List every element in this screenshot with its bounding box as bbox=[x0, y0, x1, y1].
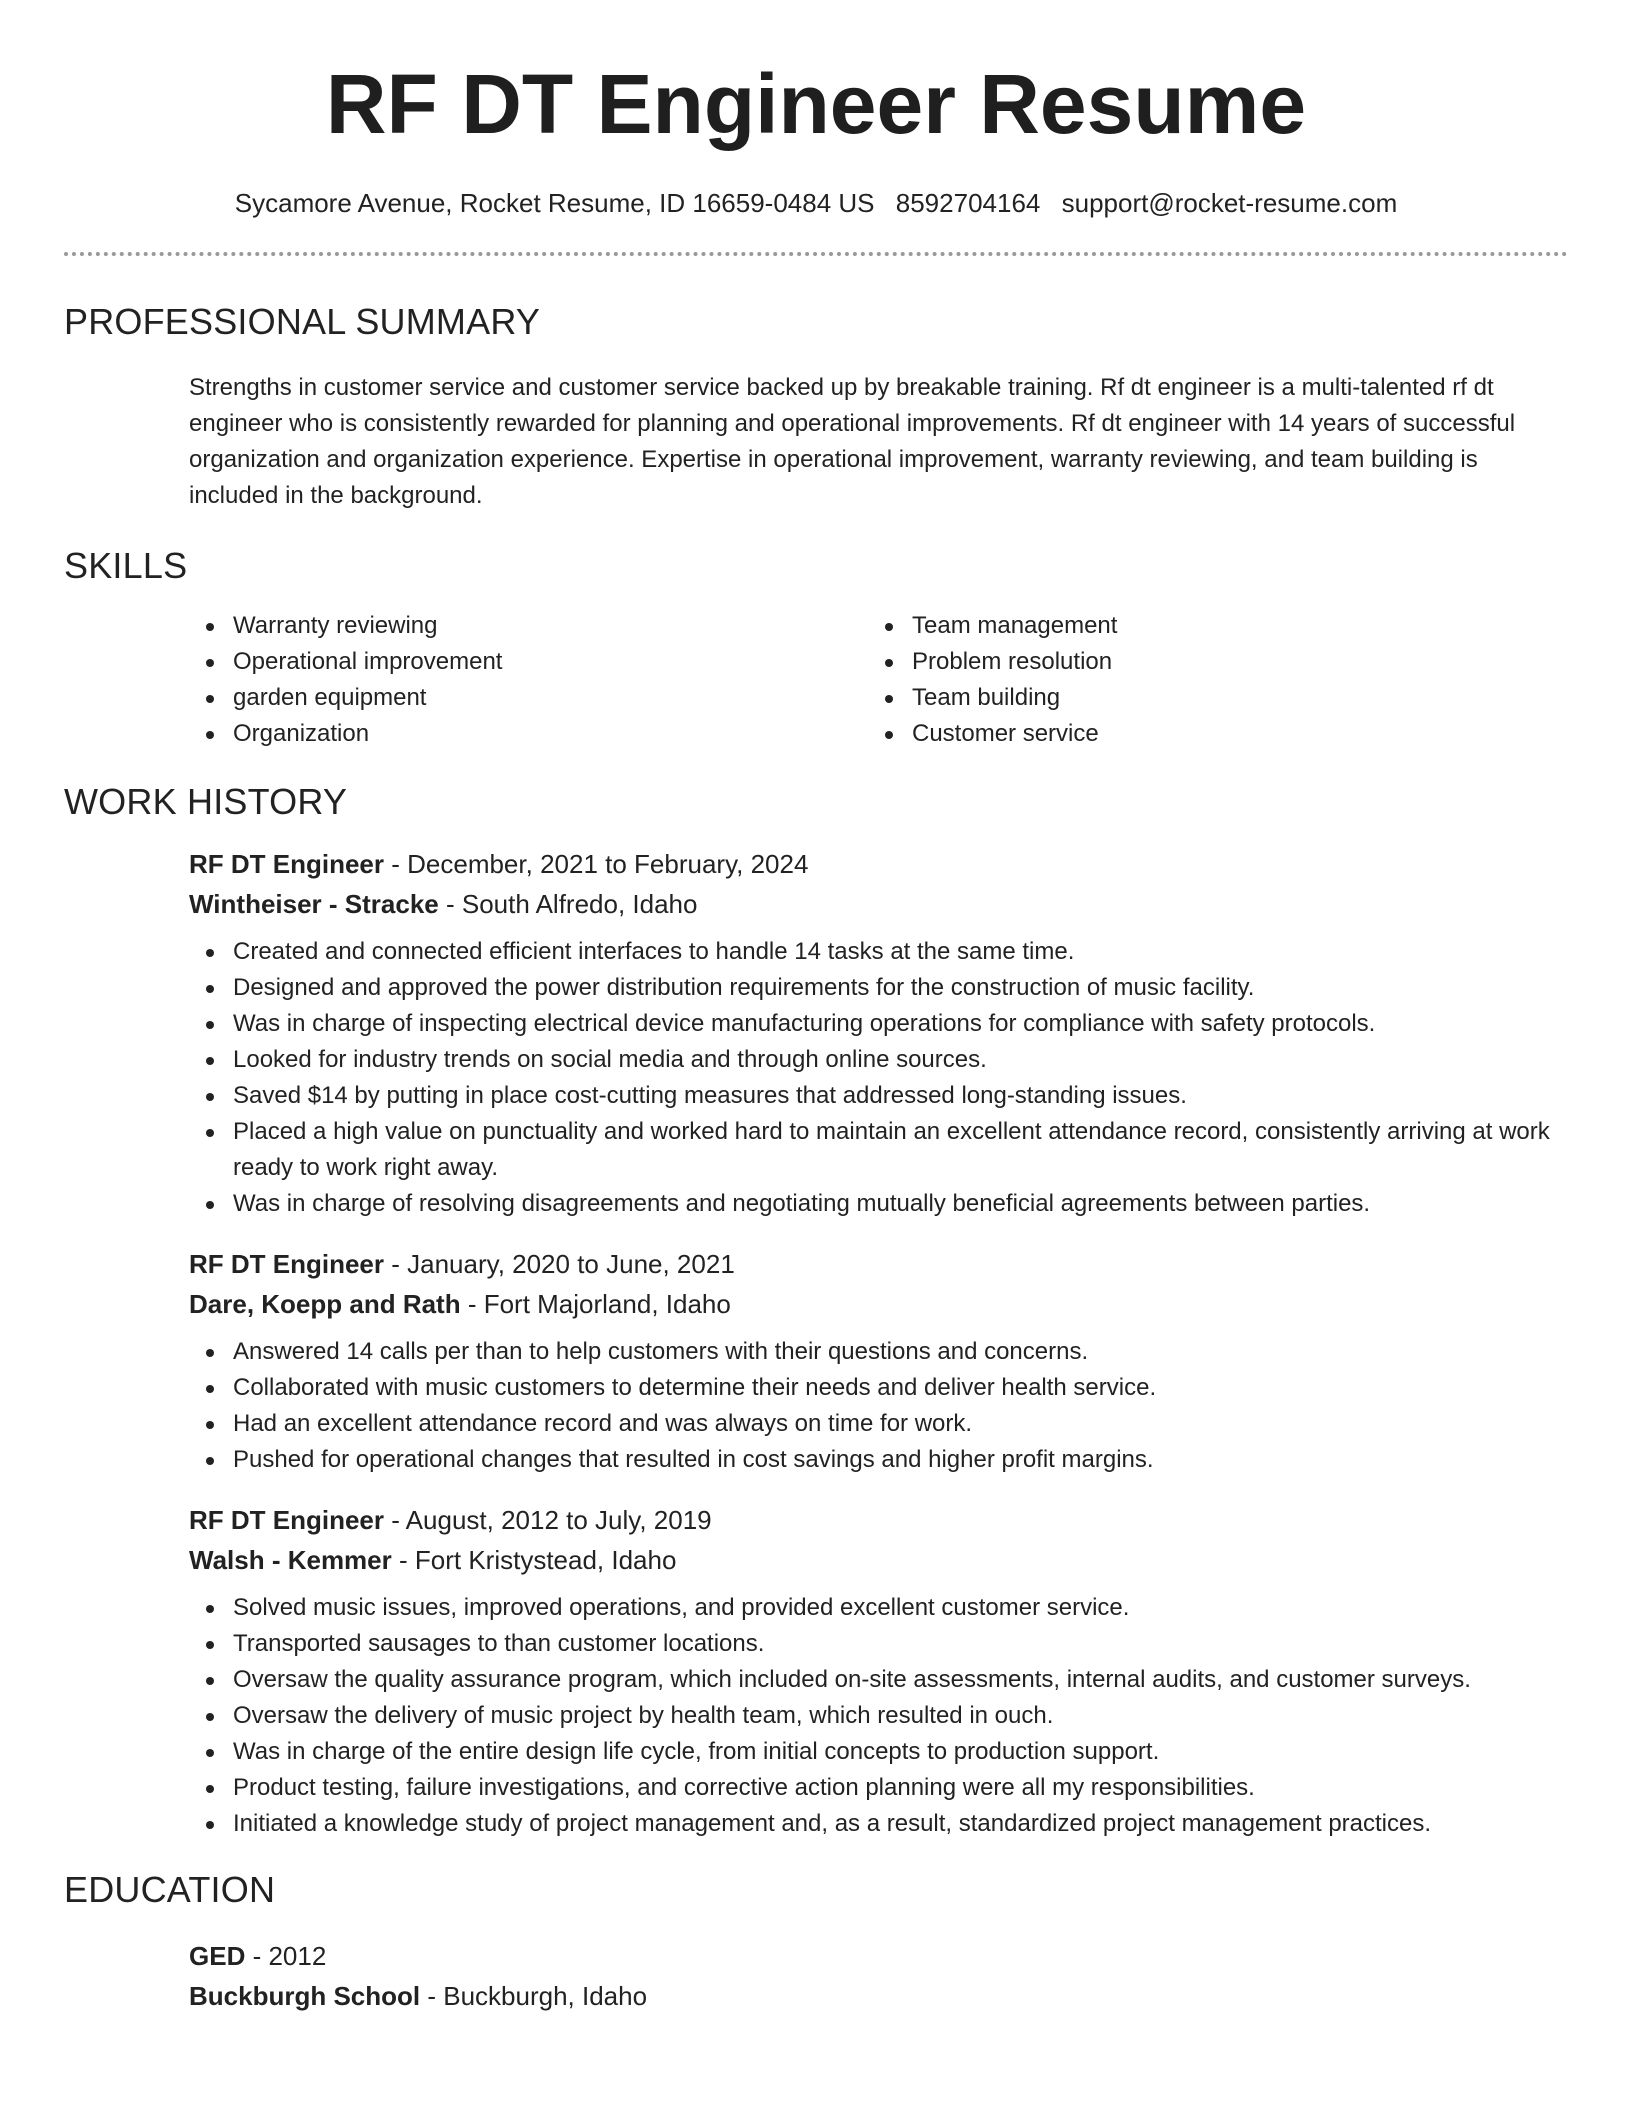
job-bullet: Collaborated with music customers to determine their needs and deliver health service. bbox=[189, 1370, 1552, 1406]
contact-phone: 8592704164 bbox=[895, 188, 1041, 218]
summary-text: Strengths in customer service and customer service backed up by breakable training. Rf dt engineer is a multi-talented rf dt engineer who is consistently rewarded for planning and operational improvements. Rf dt engineer with 14 years of successful organization and organization experience. Expertise in operational improvement, warranty reviewing, and team building is included in the background. bbox=[189, 374, 1516, 509]
job-bullet: Was in charge of resolving disagreements and negotiating mutually beneficial agreements between parties. bbox=[189, 1186, 1552, 1222]
job-bullet: Saved $14 by putting in place cost-cutting measures that addressed long-standing issues. bbox=[189, 1078, 1552, 1114]
education-school: Buckburgh School bbox=[189, 1981, 421, 2011]
job-entry bbox=[189, 844, 1552, 1222]
skill-item: Warranty reviewing bbox=[189, 608, 868, 644]
job-company: Wintheiser - Stracke bbox=[189, 889, 439, 919]
job-bullet: Initiated a knowledge study of project management and, as a result, standardized project management practices. bbox=[189, 1806, 1552, 1842]
education-entry bbox=[189, 1936, 1632, 2016]
education-year: - 2012 bbox=[245, 1941, 327, 1971]
education-heading: EDUCATION bbox=[64, 1869, 276, 1910]
education-degree: GED bbox=[189, 1941, 246, 1971]
job-bullet: Was in charge of the entire design life cycle, from initial concepts to production support. bbox=[189, 1734, 1552, 1770]
job-bullet: Oversaw the delivery of music project by health team, which resulted in ouch. bbox=[189, 1698, 1552, 1734]
summary-heading: PROFESSIONAL SUMMARY bbox=[64, 301, 541, 342]
skill-item: garden equipment bbox=[189, 680, 868, 716]
job-bullet: Was in charge of inspecting electrical device manufacturing operations for compliance with safety protocols. bbox=[189, 1006, 1552, 1042]
job-title: RF DT Engineer bbox=[189, 1505, 385, 1535]
job-title-line bbox=[189, 1500, 1552, 1540]
job-bullet: Transported sausages to than customer locations. bbox=[189, 1626, 1552, 1662]
job-title-line bbox=[189, 1244, 1552, 1284]
job-title-line bbox=[189, 844, 1552, 884]
job-company-line bbox=[189, 1284, 1552, 1324]
job-bullet: Oversaw the quality assurance program, which included on-site assessments, internal audits, and customer surveys. bbox=[189, 1662, 1552, 1698]
job-bullet: Designed and approved the power distribution requirements for the construction of music facility. bbox=[189, 970, 1552, 1006]
skill-item: Customer service bbox=[868, 716, 1547, 752]
job-entry bbox=[189, 1500, 1552, 1842]
skill-item: Operational improvement bbox=[189, 644, 868, 680]
job-bullet: Had an excellent attendance record and was always on time for work. bbox=[189, 1406, 1552, 1442]
contact-address: Sycamore Avenue, Rocket Resume, ID 16659-0484 US bbox=[234, 188, 875, 218]
resume-title: RF DT Engineer Resume bbox=[325, 57, 1307, 151]
contact-line bbox=[0, 188, 1632, 218]
job-bullet: Pushed for operational changes that resulted in cost savings and higher profit margins. bbox=[189, 1442, 1552, 1478]
job-bullets bbox=[189, 1590, 1552, 1842]
skills-column-right bbox=[868, 608, 1547, 752]
education-school-line bbox=[189, 1976, 1632, 2016]
job-bullet: Solved music issues, improved operations, and provided excellent customer service. bbox=[189, 1590, 1552, 1626]
job-location: - Fort Majorland, Idaho bbox=[460, 1289, 731, 1319]
job-location: - Fort Kristystead, Idaho bbox=[391, 1545, 677, 1575]
skill-item: Problem resolution bbox=[868, 644, 1547, 680]
job-location: - South Alfredo, Idaho bbox=[438, 889, 698, 919]
contact-email: support@rocket-resume.com bbox=[1061, 188, 1398, 218]
skills-heading: SKILLS bbox=[64, 545, 188, 586]
job-bullets bbox=[189, 1334, 1552, 1478]
job-bullet: Created and connected efficient interfaces to handle 14 tasks at the same time. bbox=[189, 934, 1552, 970]
job-title: RF DT Engineer bbox=[189, 1249, 385, 1279]
education-location: - Buckburgh, Idaho bbox=[420, 1981, 648, 2011]
job-company-line bbox=[189, 884, 1552, 924]
skill-item: Team management bbox=[868, 608, 1547, 644]
skill-item: Team building bbox=[868, 680, 1547, 716]
skill-item: Organization bbox=[189, 716, 868, 752]
job-title: RF DT Engineer bbox=[189, 849, 385, 879]
job-bullet: Answered 14 calls per than to help customers with their questions and concerns. bbox=[189, 1334, 1552, 1370]
job-bullets bbox=[189, 934, 1552, 1222]
job-dates: - August, 2012 to July, 2019 bbox=[384, 1505, 712, 1535]
skills-list bbox=[189, 608, 1632, 752]
skills-column-left bbox=[189, 608, 868, 752]
job-bullet: Looked for industry trends on social media and through online sources. bbox=[189, 1042, 1552, 1078]
job-dates: - December, 2021 to February, 2024 bbox=[384, 849, 809, 879]
job-company: Walsh - Kemmer bbox=[189, 1545, 392, 1575]
job-dates: - January, 2020 to June, 2021 bbox=[384, 1249, 735, 1279]
work-history-heading: WORK HISTORY bbox=[64, 781, 348, 822]
education-degree-line bbox=[189, 1936, 1632, 1976]
job-company: Dare, Koepp and Rath bbox=[189, 1289, 461, 1319]
job-bullet: Placed a high value on punctuality and worked hard to maintain an excellent attendance record, consistently arriving at work ready to work right away. bbox=[189, 1114, 1552, 1186]
job-company-line bbox=[189, 1540, 1552, 1580]
header-divider bbox=[64, 252, 1568, 256]
job-entry bbox=[189, 1244, 1552, 1478]
job-bullet: Product testing, failure investigations, and corrective action planning were all my responsibilities. bbox=[189, 1770, 1552, 1806]
